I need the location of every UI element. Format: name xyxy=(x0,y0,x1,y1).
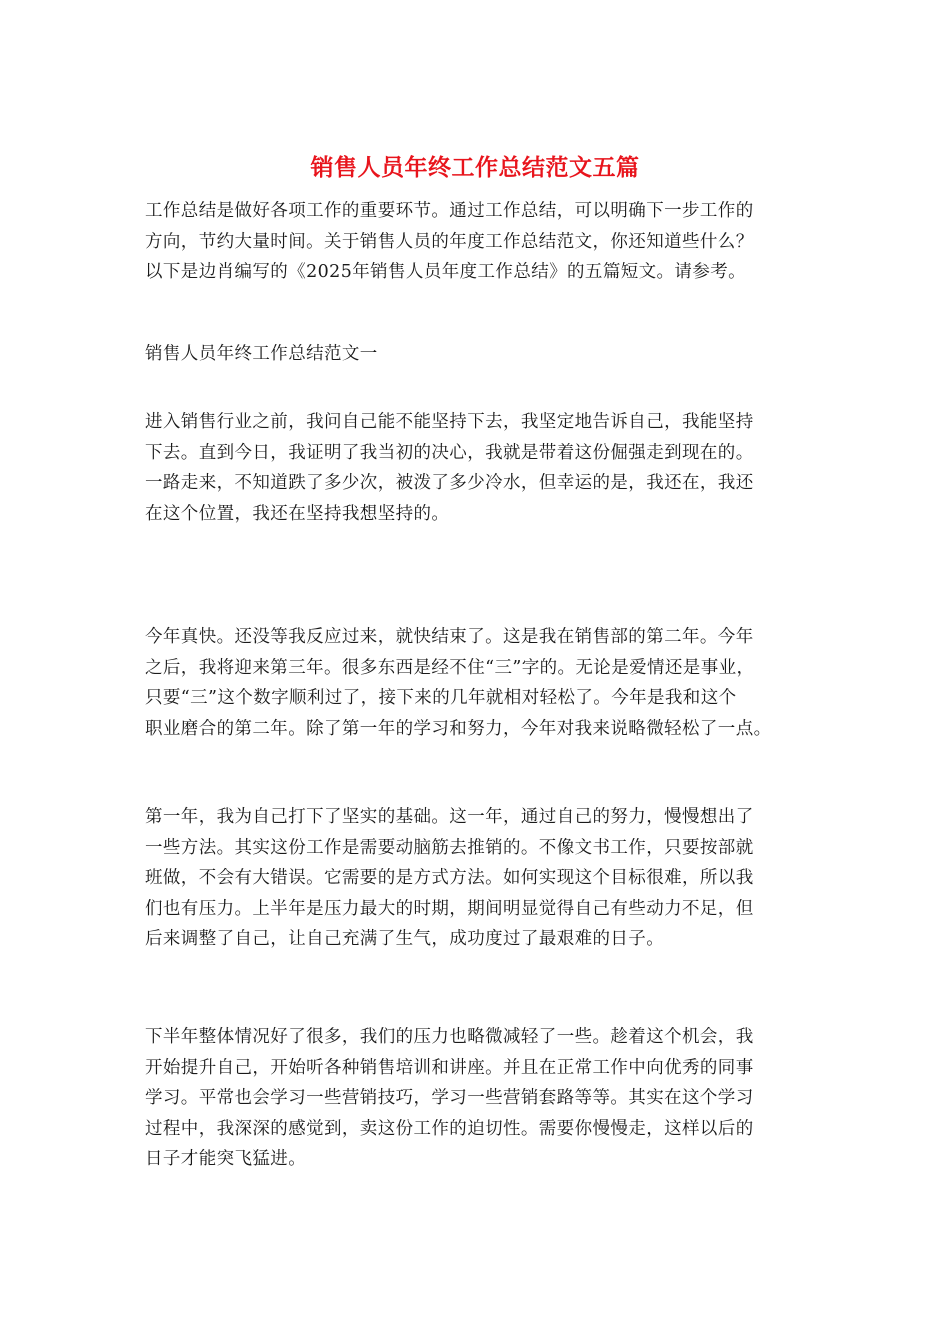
text-line: 职业磨合的第二年。除了第一年的学习和努力，今年对我来说略微轻松了一点。 xyxy=(145,718,772,739)
text-line: 之后，我将迎来第三年。很多东西是经不住“三”字的。无论是爱情还是事业， xyxy=(145,657,755,678)
text-line: 在这个位置，我还在坚持我想坚持的。 xyxy=(145,503,450,524)
document-title: 销售人员年终工作总结范文五篇 xyxy=(310,154,640,181)
text-line: 方向，节约大量时间。关于销售人员的年度工作总结范文，你还知道些什么？ xyxy=(145,231,754,252)
text-line: 进入销售行业之前，我问自己能不能坚持下去，我坚定地告诉自己，我能坚持 xyxy=(145,412,754,432)
text-line: 日子才能突飞猛进。 xyxy=(145,1149,307,1170)
text-line: 工作总结是做好各项工作的重要环节。通过工作总结，可以明确下一步工作的 xyxy=(145,201,754,221)
text-line: 一些方法。其实这份工作是需要动脑筋去推销的。不像文书工作，只要按部就 xyxy=(145,837,754,858)
text-line: 只要“三”这个数字顺利过了，接下来的几年就相对轻松了。今年是我和这个 xyxy=(145,688,737,709)
section-heading-text: 销售人员年终工作总结范文一 xyxy=(145,344,378,364)
text-line: 一路走来，不知道跌了多少次，被泼了多少冷水，但幸运的是，我还在，我还 xyxy=(145,473,754,494)
body-paragraph-1 xyxy=(145,407,813,529)
text-line: 开始提升自己，开始听各种销售培训和讲座。并且在正常工作中向优秀的同事 xyxy=(145,1057,754,1078)
section-heading xyxy=(145,339,813,370)
intro-paragraph xyxy=(145,196,813,288)
text-line: 学习。平常也会学习一些营销技巧，学习一些营销套路等等。其实在这个学习 xyxy=(145,1088,754,1109)
text-line: 过程中，我深深的感觉到，卖这份工作的迫切性。需要你慢慢走，这样以后的 xyxy=(145,1118,754,1139)
body-paragraph-4 xyxy=(145,1022,813,1175)
text-line: 今年真快。还没等我反应过来，就快结束了。这是我在销售部的第二年。今年 xyxy=(145,627,754,647)
text-line: 第一年，我为自己打下了坚实的基础。这一年，通过自己的努力，慢慢想出了 xyxy=(145,807,754,827)
body-paragraph-3 xyxy=(145,802,813,955)
text-line: 下半年整体情况好了很多，我们的压力也略微减轻了一些。趁着这个机会，我 xyxy=(145,1027,754,1047)
text-line: 以下是边肖编写的《2025年销售人员年度工作总结》的五篇短文。请参考。 xyxy=(145,262,747,283)
text-line: 班做，不会有大错误。它需要的是方式方法。如何实现这个目标很难，所以我 xyxy=(145,868,754,889)
text-line: 后来调整了自己，让自己充满了生气，成功度过了最艰难的日子。 xyxy=(145,929,665,950)
text-line: 们也有压力。上半年是压力最大的时期，期间明显觉得自己有些动力不足，但 xyxy=(145,898,754,919)
body-paragraph-2 xyxy=(145,622,813,744)
text-line: 下去。直到今日，我证明了我当初的决心，我就是带着这份倔强走到现在的。 xyxy=(145,442,754,463)
